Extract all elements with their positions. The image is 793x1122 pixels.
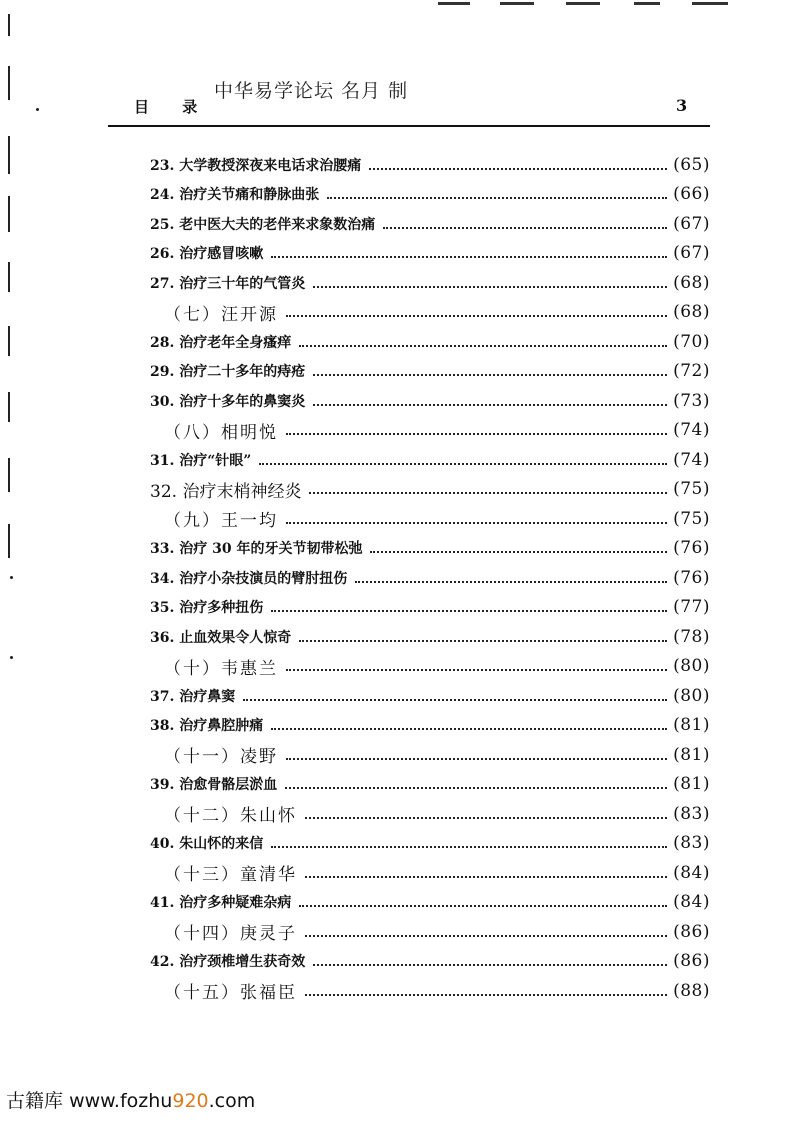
toc-dot-leader: [369, 168, 667, 170]
toc-entry-page: (72): [673, 361, 710, 382]
toc-entry-row[interactable]: [150, 622, 710, 652]
toc-entry-page: (67): [673, 243, 710, 264]
toc-entry-page: (77): [673, 597, 710, 618]
toc-entry-page: (68): [673, 272, 710, 293]
toc-entry-row[interactable]: [150, 239, 710, 269]
toc-section-row[interactable]: [150, 917, 710, 947]
toc-entry-page: (76): [673, 567, 710, 588]
page-number: 3: [676, 96, 688, 115]
toc-entry-page: (81): [673, 774, 710, 795]
toc-entry-title: 36. 止血效果令人惊奇: [150, 629, 292, 646]
footer-site-credit: [6, 1086, 255, 1113]
toc-section-row[interactable]: [150, 504, 710, 534]
forum-watermark-title: 中华易学论坛 名月 制: [214, 80, 409, 102]
toc-dot-leader: [259, 463, 667, 465]
toc-entry-page: (74): [673, 420, 710, 441]
toc-dot-leader: [313, 374, 667, 376]
toc-entry-row[interactable]: [150, 829, 710, 859]
toc-entry-title: （十一）凌野: [164, 747, 278, 768]
toc-entry-row[interactable]: [150, 475, 710, 505]
toc-dot-leader: [299, 905, 667, 907]
toc-entry-title: 28. 治疗老年全身瘙痒: [150, 334, 292, 351]
toc-dot-leader: [286, 433, 667, 435]
toc-entry-row[interactable]: [150, 327, 710, 357]
toc-entry-row[interactable]: [150, 150, 710, 180]
toc-dot-leader: [286, 758, 667, 760]
toc-entry-title: （七）汪开源: [164, 304, 278, 325]
toc-dot-leader: [313, 286, 667, 288]
toc-entry-page: (81): [673, 744, 710, 765]
toc-entry-title: 38. 治疗鼻腔肿痛: [150, 718, 264, 735]
toc-dot-leader: [305, 994, 667, 996]
toc-dot-leader: [271, 728, 667, 730]
toc-entry-title: 31. 治疗“针眼”: [150, 452, 252, 469]
table-of-contents: [150, 150, 710, 1006]
toc-dot-leader: [299, 640, 667, 642]
scan-edge-mark: [8, 262, 10, 292]
toc-entry-title: 25. 老中医大夫的老伴来求象数治痛: [150, 216, 376, 233]
toc-entry-page: (83): [673, 833, 710, 854]
toc-section-row[interactable]: [150, 799, 710, 829]
toc-entry-page: (74): [673, 449, 710, 470]
toc-entry-row[interactable]: [150, 563, 710, 593]
scan-edge-mark: [8, 136, 10, 174]
toc-entry-page: (80): [673, 685, 710, 706]
footer-url[interactable]: [69, 1090, 255, 1112]
toc-dot-leader: [355, 581, 667, 583]
toc-entry-title: 35. 治疗多种扭伤: [150, 600, 264, 617]
running-head: 目 录: [134, 98, 212, 116]
toc-entry-title: （十）韦惠兰: [164, 658, 278, 679]
toc-entry-page: (81): [673, 715, 710, 736]
header-rule: [108, 125, 710, 127]
toc-entry-title: 24. 治疗关节痛和静脉曲张: [150, 187, 320, 204]
toc-entry-title: 37. 治疗鼻窦: [150, 688, 236, 705]
toc-entry-row[interactable]: [150, 209, 710, 239]
toc-entry-page: (80): [673, 656, 710, 677]
toc-entry-row[interactable]: [150, 681, 710, 711]
toc-dot-leader: [271, 256, 667, 258]
footer-url-digits: 920: [172, 1090, 209, 1112]
toc-entry-title: 40. 朱山怀的来信: [150, 836, 264, 853]
toc-dot-leader: [286, 522, 667, 524]
toc-entry-page: (86): [673, 951, 710, 972]
toc-dot-leader: [305, 935, 667, 937]
toc-dot-leader: [313, 964, 667, 966]
toc-entry-title: （九）王一均: [164, 511, 278, 532]
toc-entry-page: (76): [673, 538, 710, 559]
toc-entry-page: (78): [673, 626, 710, 647]
toc-dot-leader: [309, 492, 667, 494]
toc-section-row[interactable]: [150, 740, 710, 770]
toc-entry-page: (75): [673, 479, 710, 500]
top-scan-marks: [430, 0, 750, 10]
toc-dot-leader: [285, 787, 667, 789]
toc-entry-title: 41. 治疗多种疑难杂病: [150, 895, 292, 912]
toc-entry-page: (70): [673, 331, 710, 352]
toc-dot-leader: [286, 315, 667, 317]
toc-entry-page: (86): [673, 921, 710, 942]
toc-entry-title: （八）相明悦: [164, 422, 278, 443]
toc-entry-page: (73): [673, 390, 710, 411]
toc-entry-page: (66): [673, 184, 710, 205]
toc-dot-leader: [370, 551, 667, 553]
scan-edge-mark: [8, 66, 10, 100]
toc-section-row[interactable]: [150, 298, 710, 328]
toc-entry-title: 27. 治疗三十年的气管炎: [150, 275, 306, 292]
toc-entry-title: 32. 治疗末梢神经炎: [150, 481, 302, 502]
toc-section-row[interactable]: [150, 652, 710, 682]
toc-entry-row[interactable]: [150, 268, 710, 298]
footer-site-name: 古籍库: [6, 1090, 64, 1112]
toc-dot-leader: [299, 345, 667, 347]
toc-entry-page: (65): [673, 154, 710, 175]
toc-entry-title: 42. 治疗颈椎增生获奇效: [150, 954, 306, 971]
toc-dot-leader: [305, 876, 667, 878]
toc-entry-row[interactable]: [150, 386, 710, 416]
toc-entry-row[interactable]: [150, 534, 710, 564]
toc-dot-leader: [313, 404, 667, 406]
toc-entry-page: (84): [673, 892, 710, 913]
footer-url-prefix: www.fozhu: [69, 1090, 173, 1112]
scan-edge-mark: [8, 14, 10, 36]
toc-entry-title: 30. 治疗十多年的鼻窦炎: [150, 393, 306, 410]
scan-edge-mark: [8, 524, 10, 558]
scan-speck: [10, 656, 13, 659]
toc-section-row[interactable]: [150, 858, 710, 888]
toc-entry-title: 26. 治疗感冒咳嗽: [150, 246, 264, 263]
scan-edge-mark: [8, 458, 10, 492]
toc-entry-title: 23. 大学教授深夜来电话求治腰痛: [150, 157, 362, 174]
toc-entry-row[interactable]: [150, 593, 710, 623]
toc-entry-page: (83): [673, 803, 710, 824]
footer-url-suffix: .com: [208, 1090, 256, 1112]
toc-entry-title: （十五）张福臣: [164, 983, 297, 1004]
toc-entry-title: 33. 治疗 30 年的牙关节韧带松弛: [150, 541, 363, 558]
scan-edge-mark: [8, 392, 10, 422]
toc-entry-page: (84): [673, 862, 710, 883]
toc-entry-title: 39. 治愈骨骼层淤血: [150, 777, 278, 794]
scan-speck: [36, 108, 39, 111]
toc-entry-row[interactable]: [150, 445, 710, 475]
toc-entry-title: （十四）庚灵子: [164, 924, 297, 945]
toc-entry-title: （十三）童清华: [164, 865, 297, 886]
toc-dot-leader: [383, 227, 667, 229]
toc-dot-leader: [327, 197, 667, 199]
toc-section-row[interactable]: [150, 416, 710, 446]
toc-dot-leader: [305, 817, 667, 819]
toc-entry-row[interactable]: [150, 770, 710, 800]
toc-entry-row[interactable]: [150, 180, 710, 210]
toc-entry-page: (68): [673, 302, 710, 323]
toc-entry-page: (88): [673, 980, 710, 1001]
toc-dot-leader: [286, 669, 667, 671]
toc-dot-leader: [271, 846, 667, 848]
toc-entry-row[interactable]: [150, 947, 710, 977]
toc-dot-leader: [243, 699, 667, 701]
toc-entry-page: (67): [673, 213, 710, 234]
toc-entry-row[interactable]: [150, 888, 710, 918]
toc-section-row[interactable]: [150, 976, 710, 1006]
toc-entry-page: (75): [673, 508, 710, 529]
scan-edge-mark: [8, 326, 10, 356]
toc-entry-title: 34. 治疗小杂技演员的臂肘扭伤: [150, 570, 348, 587]
scan-speck: [10, 576, 13, 579]
toc-entry-row[interactable]: [150, 711, 710, 741]
scan-edge-mark: [8, 196, 10, 232]
toc-entry-title: 29. 治疗二十多年的痔疮: [150, 364, 306, 381]
toc-dot-leader: [271, 610, 667, 612]
toc-entry-row[interactable]: [150, 357, 710, 387]
toc-entry-title: （十二）朱山怀: [164, 806, 297, 827]
